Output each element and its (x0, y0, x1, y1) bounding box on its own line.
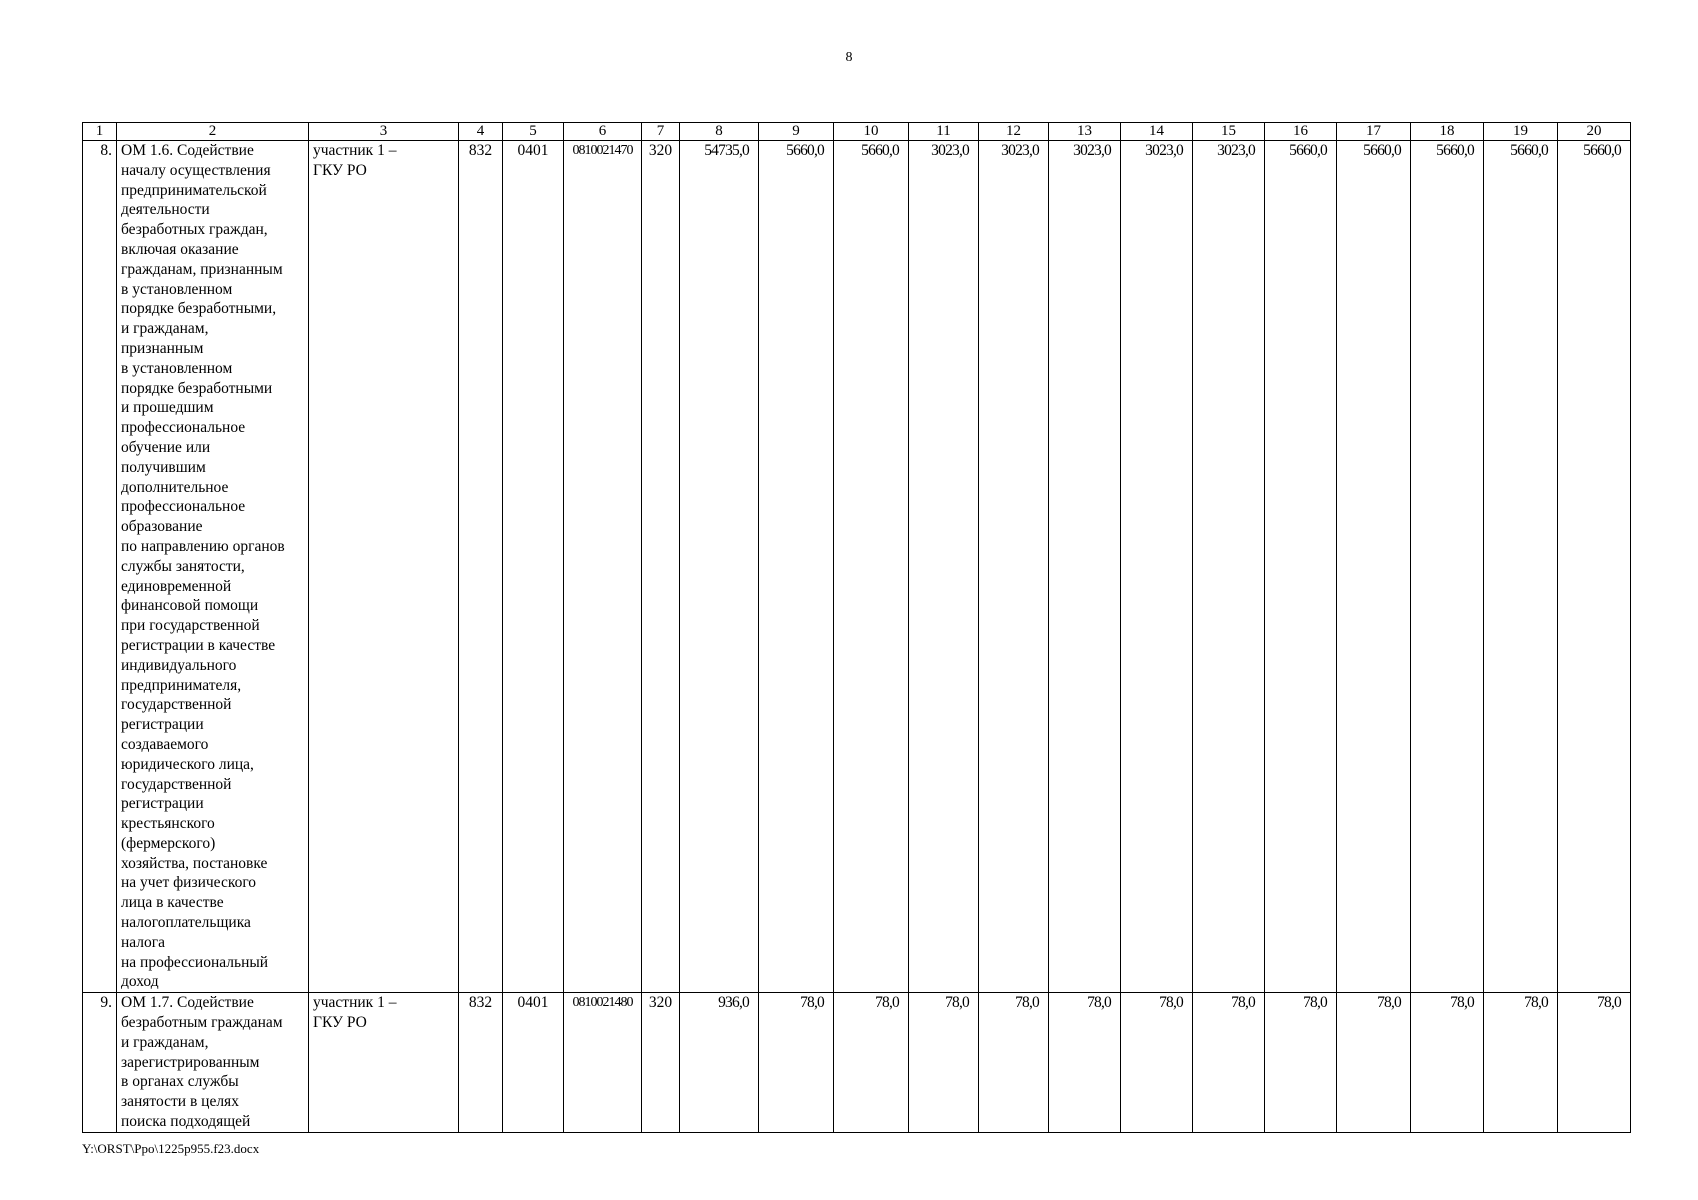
executor: участник 1 – ГКУ РО (309, 993, 459, 1133)
value-cell: 78,0 (759, 993, 834, 1133)
value-cell: 5660,0 (1558, 141, 1631, 993)
value-cell: 78,0 (1337, 993, 1411, 1133)
header-cell: 13 (1049, 123, 1121, 141)
header-cell: 12 (979, 123, 1049, 141)
value-cell: 5660,0 (1411, 141, 1484, 993)
page-number: 8 (845, 50, 853, 65)
header-cell: 5 (503, 123, 564, 141)
value-cell: 78,0 (1411, 993, 1484, 1133)
value-cell: 3023,0 (1193, 141, 1265, 993)
header-cell: 19 (1484, 123, 1558, 141)
grbs-code: 832 (459, 993, 503, 1133)
value-cell: 78,0 (1265, 993, 1337, 1133)
row-number: 9. (83, 993, 117, 1133)
value-cell: 78,0 (1193, 993, 1265, 1133)
value-cell: 5660,0 (1484, 141, 1558, 993)
value-cell: 78,0 (909, 993, 979, 1133)
value-cell: 78,0 (1484, 993, 1558, 1133)
target-article-code: 0810021470 (564, 141, 642, 993)
table-row (83, 993, 1631, 1133)
header-cell: 4 (459, 123, 503, 141)
header-cell: 2 (117, 123, 309, 141)
value-cell: 5660,0 (1265, 141, 1337, 993)
value-cell: 54735,0 (680, 141, 759, 993)
target-article-code: 0810021480 (564, 993, 642, 1133)
header-cell: 6 (564, 123, 642, 141)
grbs-code: 832 (459, 141, 503, 993)
header-cell: 7 (642, 123, 680, 141)
section-code: 0401 (503, 993, 564, 1133)
value-cell: 78,0 (1049, 993, 1121, 1133)
executor: участник 1 – ГКУ РО (309, 141, 459, 993)
measure-name: ОМ 1.7. Содействие безработным гражданам и гражданам, зарегистрированным в органах службы занятости в целях поиска подходящей (117, 993, 309, 1133)
budget-table (82, 122, 1631, 1133)
value-cell: 78,0 (979, 993, 1049, 1133)
value-cell: 78,0 (834, 993, 909, 1133)
header-cell: 14 (1121, 123, 1193, 141)
value-cell: 5660,0 (759, 141, 834, 993)
header-cell: 10 (834, 123, 909, 141)
value-cell: 78,0 (1558, 993, 1631, 1133)
value-cell: 78,0 (1121, 993, 1193, 1133)
value-cell: 5660,0 (834, 141, 909, 993)
header-cell: 18 (1411, 123, 1484, 141)
header-cell: 16 (1265, 123, 1337, 141)
header-cell: 3 (309, 123, 459, 141)
header-cell: 20 (1558, 123, 1631, 141)
expense-type-code: 320 (642, 141, 680, 993)
section-code: 0401 (503, 141, 564, 993)
file-path-footer: Y:\ORST\Ppo\1225p955.f23.docx (82, 1141, 260, 1156)
header-cell: 11 (909, 123, 979, 141)
header-cell: 9 (759, 123, 834, 141)
header-cell: 8 (680, 123, 759, 141)
value-cell: 3023,0 (1121, 141, 1193, 993)
value-cell: 936,0 (680, 993, 759, 1133)
value-cell: 5660,0 (1337, 141, 1411, 993)
header-cell: 15 (1193, 123, 1265, 141)
value-cell: 3023,0 (909, 141, 979, 993)
header-cell: 17 (1337, 123, 1411, 141)
measure-name: ОМ 1.6. Содействие началу осуществления предпринимательской деятельности безработных граждан, включая оказание гражданам, признанным в установленном порядке безработными, и гражданам, признанным в установленном порядке безработными и прошедшим профессиональное обучение или получившим дополнительное профессиональное образование по направлению органов службы занятости, единовременной финансовой помощи при государственной регистрации в качестве индивидуального предпринимателя, государственной регистрации создаваемого юридического лица, государственной регистрации крестьянского (фермерского) хозяйства, постановке на учет физического лица в качестве налогоплательщика налога на профессиональный доход (117, 141, 309, 993)
header-row (83, 123, 1631, 141)
value-cell: 3023,0 (1049, 141, 1121, 993)
expense-type-code: 320 (642, 993, 680, 1133)
row-number: 8. (83, 141, 117, 993)
table-row (83, 141, 1631, 993)
header-cell: 1 (83, 123, 117, 141)
value-cell: 3023,0 (979, 141, 1049, 993)
